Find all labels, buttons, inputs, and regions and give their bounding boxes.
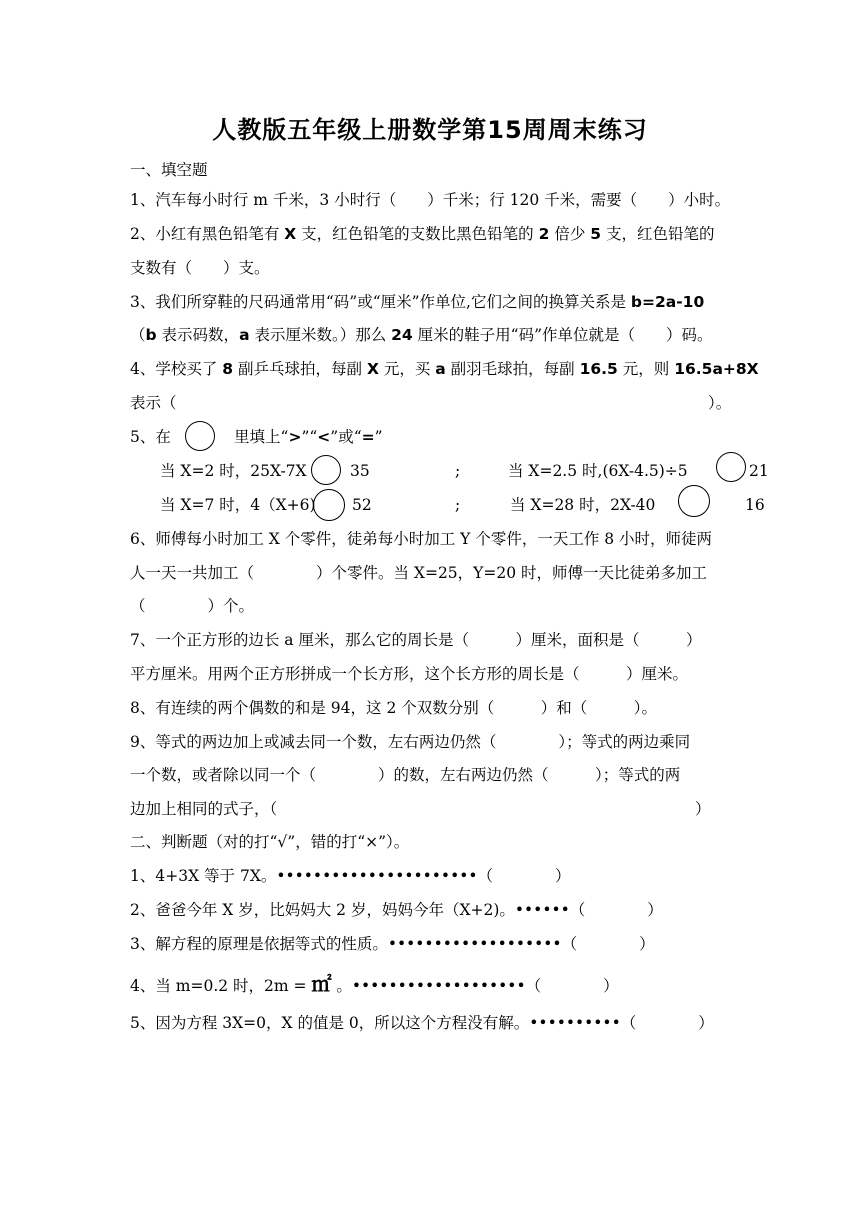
judge-4: 4、当 m=0.2 时，2m = ㎡ 。•••••••••••••••••••（ ） [130, 972, 619, 996]
question-9-line-2: 一个数，或者除以同一个（ ）的数，左右两边仍然（ ）；等式的两 [130, 766, 681, 784]
compare-4-left: 当 X=28 时，2X-40 [510, 496, 656, 514]
question-3-line-2: （b 表示码数，a 表示厘米数。）那么 24 厘米的鞋子用“码”作单位就是（ ）码。 [130, 326, 713, 344]
judge-1: 1、4+3X 等于 7X。••••••••••••••••••••••（ ） [130, 867, 571, 885]
separator-1: ; [455, 462, 461, 480]
compare-3-left: 当 X=7 时，4（X+6) [160, 496, 316, 514]
separator-2: ; [455, 496, 461, 514]
question-4-answer-open: 表示（ [130, 394, 177, 412]
compare-2-value: 21 [749, 462, 769, 480]
compare-4-value: 16 [745, 496, 765, 514]
question-9-answer-close: ） [695, 800, 711, 818]
question-6-line-2: 人一天一共加工（ ）个零件。当 X=25，Y=20 时，师傅一天比徒弟多加工 [130, 564, 708, 582]
question-6-line-3: （ ）个。 [130, 597, 255, 615]
section-fill-in-heading: 一、填空题 [130, 161, 208, 179]
judge-2: 2、爸爸今年 X 岁，比妈妈大 2 岁，妈妈今年（X+2)。••••••（ ） [130, 901, 663, 919]
question-1: 1、汽车每小时行 m 千米，3 小时行（ ）千米；行 120 千米，需要（ ）小时。 [130, 191, 731, 209]
question-7-line-1: 7、一个正方形的边长 a 厘米，那么它的周长是（ ）厘米，面积是（ ） [130, 631, 702, 649]
compare-3-value: 52 [352, 496, 372, 514]
compare-circle-1[interactable] [311, 455, 341, 485]
compare-circle-2[interactable] [716, 452, 746, 482]
question-2-line-1: 2、小红有黑色铅笔有 X 支，红色铅笔的支数比黑色铅笔的 2 倍少 5 支，红色铅笔的 [130, 225, 715, 243]
question-4-answer-close: ）。 [708, 394, 732, 412]
question-3-line-1: 3、我们所穿鞋的尺码通常用“码”或“厘米”作单位,它们之间的换算关系是 b=2a-10 [130, 293, 705, 311]
section-true-false-heading: 二、判断题（对的打“√”，错的打“×”）。 [130, 833, 410, 851]
question-7-line-2: 平方厘米。用两个正方形拼成一个长方形，这个长方形的周长是（ ）厘米。 [130, 665, 689, 683]
judge-3: 3、解方程的原理是依据等式的性质。•••••••••••••••••••（ ） [130, 935, 655, 953]
compare-circle-4[interactable] [678, 485, 710, 517]
page-title: 人教版五年级上册数学第15周周末练习 [212, 116, 648, 144]
question-6-line-1: 6、师傅每小时加工 X 个零件，徒弟每小时加工 Y 个零件，一天工作 8 小时，师徒两 [130, 530, 713, 548]
question-8: 8、有连续的两个偶数的和是 94，这 2 个双数分别（ ）和（ ）。 [130, 699, 657, 717]
compare-1-value: 35 [350, 462, 370, 480]
compare-circle-3[interactable] [313, 489, 345, 521]
compare-circle-example [185, 421, 215, 451]
judge-5: 5、因为方程 3X=0，X 的值是 0，所以这个方程没有解。••••••••••（ ） [130, 1014, 714, 1032]
question-2-line-2: 支数有（ ）支。 [130, 259, 270, 277]
question-5-prefix: 5、在 [130, 428, 171, 446]
question-4-line-1: 4、学校买了 8 副乒乓球拍，每副 X 元，买 a 副羽毛球拍，每副 16.5 元，则 16.5a+8X [130, 360, 759, 378]
question-9-line-1: 9、等式的两边加上或减去同一个数，左右两边仍然（ ）；等式的两边乘同 [130, 733, 691, 751]
question-9-line-3: 边加上相同的式子，（ [130, 800, 278, 818]
question-5-instruction: 里填上“>”“<”或“=” [234, 428, 383, 446]
compare-2-left: 当 X=2.5 时,(6X-4.5)÷5 [508, 462, 688, 480]
compare-1-left: 当 X=2 时，25X-7X [160, 462, 307, 480]
